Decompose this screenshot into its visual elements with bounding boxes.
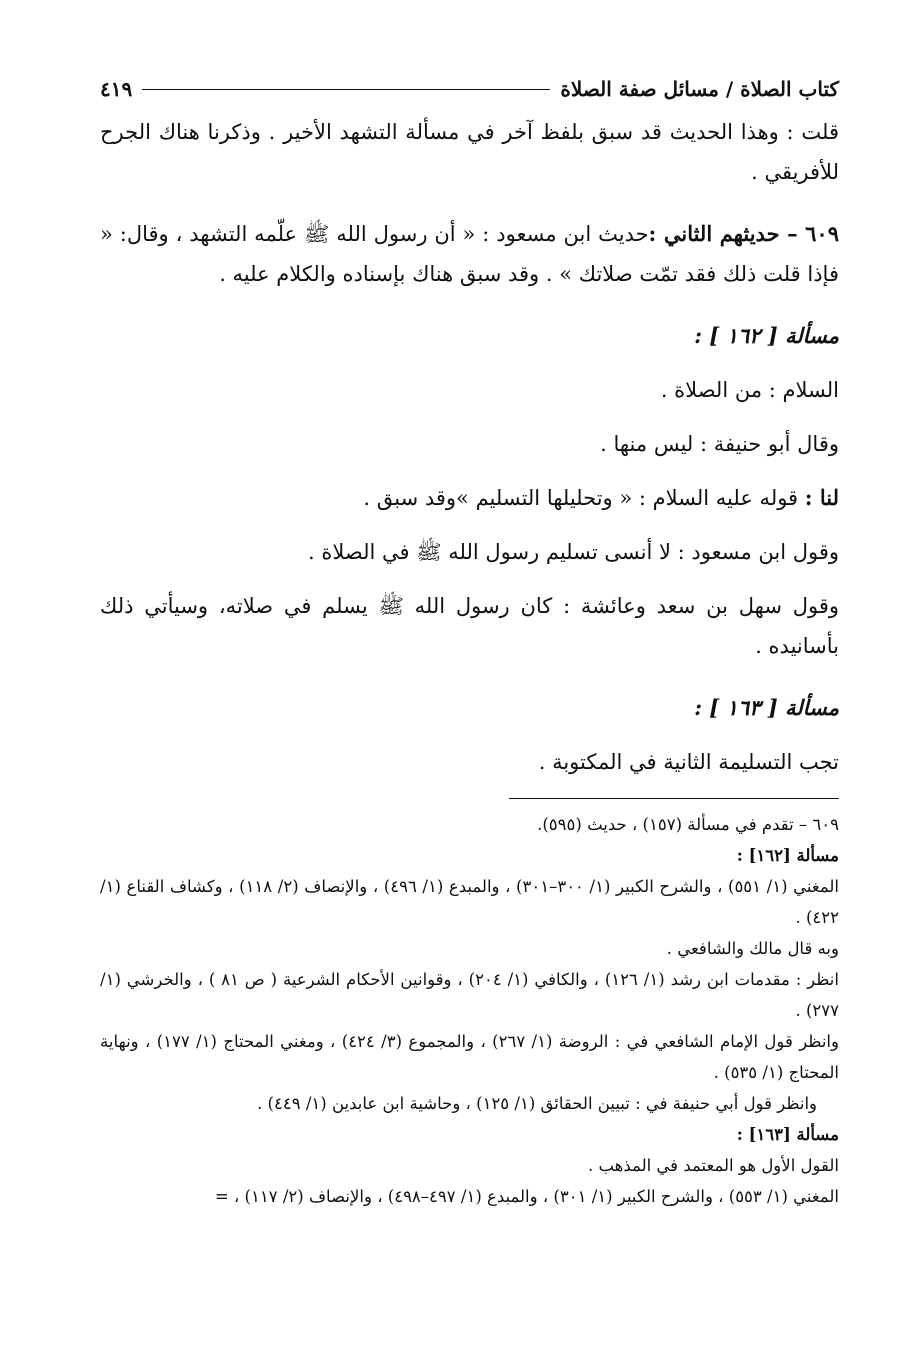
footnote-609: ٦٠٩ – تقدم في مسألة (١٥٧) ، حديث (٥٩٥). — [537, 815, 839, 834]
running-header — [100, 72, 839, 106]
header-title: كتاب الصلاة / مسائل صفة الصلاة — [560, 77, 839, 101]
footnote-line: وبه قال مالك والشافعي . — [666, 939, 839, 958]
footnotes — [100, 809, 839, 1212]
footnote-line: وانظر قول الإمام الشافعي في : الروضة (١/ ٢٦٧) ، والمجموع (٣/ ٤٢٤) ، ومغني المحتاج (١/ ١٧٧) ، ونهاية المحتاج (١/ ٥٣٥) . — [100, 1032, 839, 1082]
footnote-line: المغني (١/ ٥٥٣) ، والشرح الكبير (١/ ٣٠١) ، والمبدع (١/ ٤٩٧–٤٩٨) ، والإنصاف (٢/ ١١٧) ، = — [214, 1187, 839, 1206]
main-text — [100, 112, 839, 782]
page-number: ٤١٩ — [100, 77, 133, 101]
lana-text: قوله عليه السلام : « وتحليلها التسليم »وقد سبق . — [363, 486, 799, 510]
paragraph-6: وقول ابن مسعود : لا أنسى تسليم رسول الله ﷺ في الصلاة . — [307, 540, 839, 564]
header-rule — [142, 89, 550, 90]
footnote-line: وانظر قول أبي حنيفة في : تبيين الحقائق (١/ ١٢٥) ، وحاشية ابن عابدين (١/ ٤٤٩) . — [257, 1094, 817, 1113]
footnote-divider — [509, 798, 839, 799]
paragraph-7: وقول سهل بن سعد وعائشة : كان رسول الله ﷺ يسلم في صلاته، وسيأتي ذلك بأسانيده . — [100, 594, 839, 658]
paragraph-4: وقال أبو حنيفة : ليس منها . — [600, 432, 839, 456]
footnote-issue-162: مسألة [١٦٢] : — [736, 846, 839, 865]
paragraph-8: تجب التسليمة الثانية في المكتوبة . — [538, 750, 839, 774]
lana-label: لنا : — [804, 485, 839, 510]
hadith-609-label: ٦٠٩ – حديثهم الثاني : — [648, 221, 839, 246]
footnote-issue-163: مسألة [١٦٣] : — [736, 1125, 839, 1144]
issue-163-heading: مسألة [ ١٦٣ ] : — [694, 695, 839, 720]
footnote-line: انظر : مقدمات ابن رشد (١/ ١٢٦) ، والكافي (١/ ٢٠٤) ، وقوانين الأحكام الشرعية ( ص ٨١ ) ، والخرشي (١/ ٢٧٧) . — [100, 970, 839, 1020]
paragraph-1: قلت : وهذا الحديث قد سبق بلفظ آخر في مسألة التشهد الأخير . وذكرنا هناك الجرح للأفريقي . — [100, 120, 839, 184]
footnote-line: المغني (١/ ٥٥١) ، والشرح الكبير (١/ ٣٠٠–٣٠١) ، والمبدع (١/ ٤٩٦) ، والإنصاف (٢/ ١١٨) ، وكشاف القناع (١/ ٤٢٢) . — [100, 877, 839, 927]
paragraph-3: السلام : من الصلاة . — [660, 378, 839, 402]
paragraph-hadith-609 — [100, 214, 839, 294]
footnote-line: القول الأول هو المعتمد في المذهب . — [587, 1156, 839, 1175]
issue-162-heading: مسألة [ ١٦٢ ] : — [694, 323, 839, 348]
paragraph-5 — [100, 478, 839, 518]
hadith-609-text: حديث ابن مسعود : « أن رسول الله ﷺ علّمه التشهد ، وقال: « فإذا قلت ذلك فقد تمّت صلاتك » . وقد سبق هناك بإسناده والكلام عليه . — [100, 222, 839, 286]
